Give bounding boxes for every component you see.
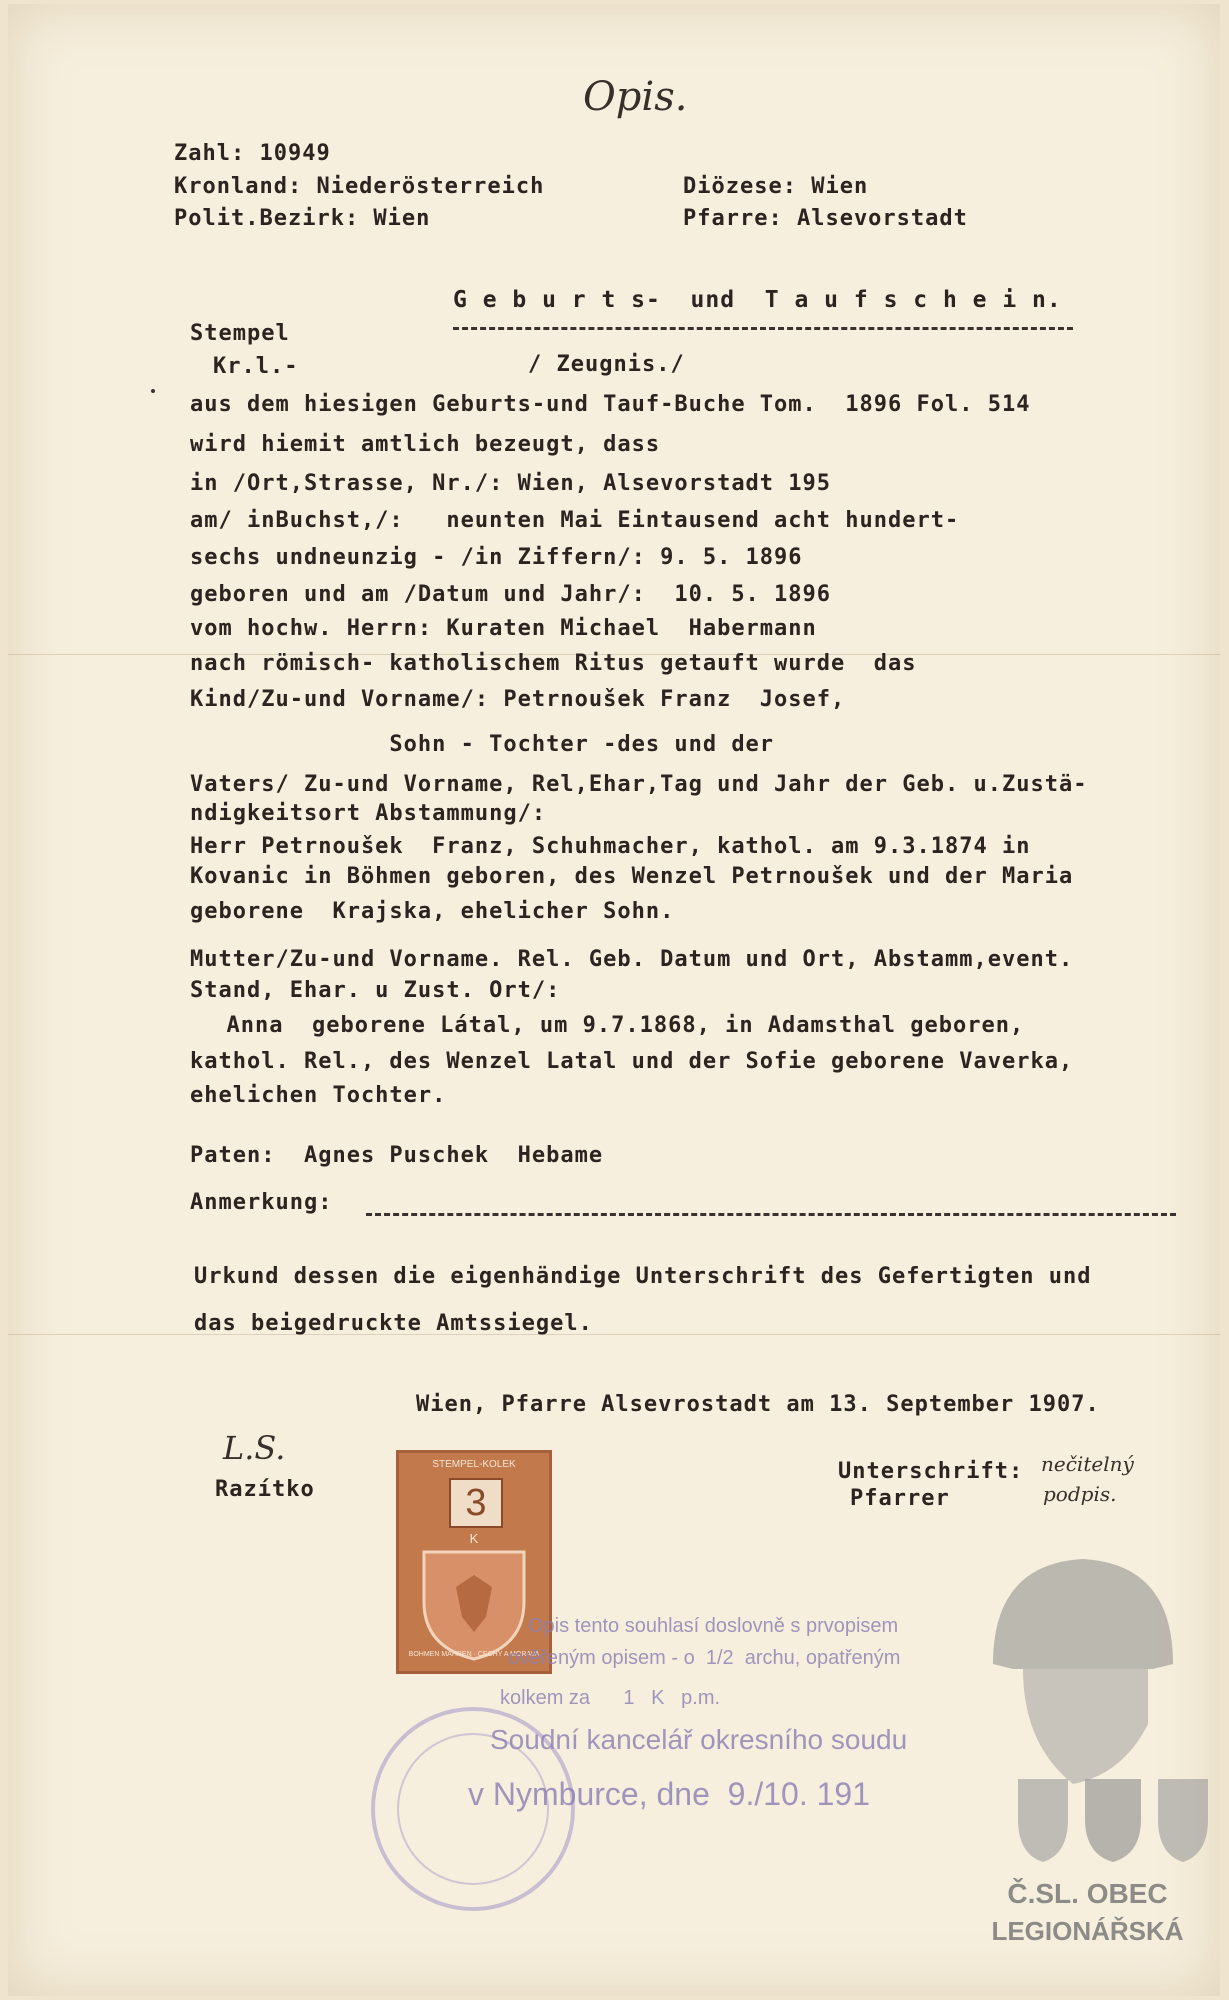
body-line: in /Ort,Strasse, Nr./: Wien, Alsevorstadt 195 [190, 471, 832, 496]
body-line: ndigkeitsort Abstammung/: [190, 801, 547, 826]
stempel-label: Stempel [190, 321, 290, 346]
revenue-stamp [396, 1450, 552, 1674]
paten-line: Paten: Agnes Puschek Hebame [190, 1143, 604, 1168]
coat-of-arms-icon [1013, 1774, 1213, 1869]
header-kronland: Kronland: Niederösterreich [174, 174, 545, 199]
signature-note: podpis. [1043, 1482, 1117, 1506]
watermark-line: Č.SL. OBEC [1007, 1878, 1168, 1909]
header-dioezese: Diözese: Wien [683, 174, 869, 199]
court-stamp-line: kolkem za 1 K p.m. [500, 1687, 721, 1709]
ink-dot [151, 389, 155, 393]
stamp-value: 3 [449, 1478, 503, 1528]
title-underline [453, 327, 1073, 330]
stamp-unit: K [469, 1531, 479, 1546]
body-line: Sohn - Tochter -des und der [190, 732, 775, 757]
body-line: Mutter/Zu-und Vorname. Rel. Geb. Datum und Ort, Abstamm,event. [190, 947, 1074, 972]
header-zahl: Zahl: 10949 [174, 141, 331, 166]
signature-role: Pfarrer [850, 1486, 950, 1511]
body-line: Vaters/ Zu-und Vorname, Rel,Ehar,Tag und Jahr der Geb. u.Zustä- [190, 772, 1088, 797]
body-line: vom hochw. Herrn: Kuraten Michael Habermann [190, 616, 817, 641]
stempel-kr: Kr.l.- [213, 354, 299, 379]
stamp-top-text: STEMPEL-KOLEK [432, 1459, 516, 1470]
document-title: G e b u r t s- und T a u f s c h e i n. [453, 287, 1062, 313]
court-stamp-line: Soudní kancelář okresního soudu [490, 1724, 908, 1755]
stamp-shield-icon [414, 1547, 534, 1662]
ls-mark: L.S. [223, 1429, 286, 1467]
body-line: Kind/Zu-und Vorname/: Petrnoušek Franz Josef, [190, 687, 846, 712]
body-line: am/ inBuchst,/: neunten Mai Eintausend acht hundert- [190, 508, 960, 533]
stamp-band: BÖHMEN MÄHREN · ČECHY A MORAVA [408, 1651, 540, 1658]
fold-line [8, 1334, 1220, 1335]
header-pfarre: Pfarre: Alsevorstadt [683, 206, 968, 231]
razitko-label: Razítko [215, 1477, 315, 1502]
signature-label: Unterschrift: [838, 1459, 1024, 1484]
body-line: Herr Petrnoušek Franz, Schuhmacher, kathol. am 9.3.1874 in [190, 834, 1031, 859]
watermark-line: LEGIONÁŘSKÁ [991, 1916, 1184, 1946]
place-date-line: Wien, Pfarre Alsevrostadt am 13. September 1907. [416, 1392, 1100, 1417]
court-stamp-line: ověřeným opisem - o 1/2 archu, opatřeným [508, 1647, 901, 1669]
body-line: geboren und am /Datum und Jahr/: 10. 5. 1896 [190, 582, 832, 607]
body-line: Anna geborene Látal, um 9.7.1868, in Adamsthal geboren, [198, 1013, 1025, 1038]
body-line: Urkund dessen die eigenhändige Unterschrift des Gefertigten und [194, 1264, 1092, 1289]
court-stamp-line: Opis tento souhlasí doslovně s prvopisem [528, 1615, 899, 1637]
body-line: ehelichen Tochter. [190, 1083, 447, 1108]
anmerkung-line [366, 1213, 1176, 1216]
body-line: geborene Krajska, ehelicher Sohn. [190, 899, 675, 924]
body-line: sechs undneunzig - /in Ziffern/: 9. 5. 1896 [190, 545, 803, 570]
document-page [8, 4, 1220, 1996]
document-subtitle: / Zeugnis./ [528, 352, 685, 377]
body-line: Stand, Ehar. u Zust. Ort/: [190, 978, 561, 1003]
handwritten-opis: Opis. [583, 74, 688, 120]
anmerkung-label: Anmerkung: [190, 1190, 333, 1215]
court-stamp-line: v Nymburce, dne 9./10. 191 [468, 1776, 870, 1812]
signature-note: nečitelný [1041, 1452, 1134, 1476]
body-line: Kovanic in Böhmen geboren, des Wenzel Petrnoušek und der Maria [190, 864, 1074, 889]
body-line: aus dem hiesigen Geburts-und Tauf-Buche Tom. 1896 Fol. 514 [190, 392, 1031, 417]
body-line: das beigedruckte Amtssiegel. [194, 1311, 593, 1336]
body-line: nach römisch- katholischem Ritus getauft wurde das [190, 651, 917, 676]
body-line: wird hiemit amtlich bezeugt, dass [190, 432, 661, 457]
header-bezirk: Polit.Bezirk: Wien [174, 206, 431, 231]
body-line: kathol. Rel., des Wenzel Latal und der Sofie geborene Vaverka, [190, 1049, 1074, 1074]
